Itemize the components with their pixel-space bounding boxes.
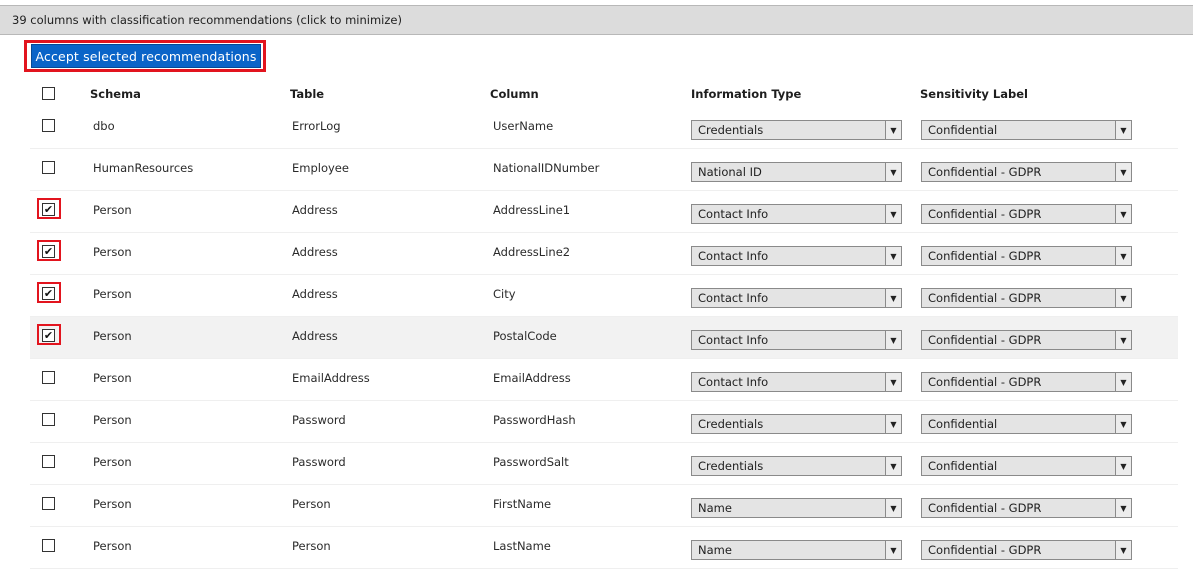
recommendations-summary-bar[interactable] xyxy=(0,5,1193,35)
cell-column: LastName xyxy=(493,539,551,553)
row-select-cell xyxy=(34,527,64,569)
table-row[interactable] xyxy=(30,401,1178,443)
sensitivity-label-dropdown[interactable] xyxy=(921,414,1132,434)
chevron-down-icon[interactable]: ▼ xyxy=(885,247,901,265)
select-all-checkbox[interactable] xyxy=(42,87,55,100)
information-type-dropdown[interactable] xyxy=(691,330,902,350)
information-type-dropdown[interactable] xyxy=(691,456,902,476)
chevron-down-icon[interactable]: ▼ xyxy=(1115,373,1131,391)
cell-table: EmailAddress xyxy=(292,371,370,385)
information-type-value: National ID xyxy=(698,165,762,179)
sensitivity-label-value: Confidential - GDPR xyxy=(928,207,1042,221)
chevron-down-icon[interactable]: ▼ xyxy=(885,373,901,391)
chevron-down-icon[interactable]: ▼ xyxy=(1115,457,1131,475)
row-select-cell xyxy=(34,359,64,401)
cell-schema: Person xyxy=(93,539,132,553)
sensitivity-label-dropdown[interactable] xyxy=(921,456,1132,476)
sensitivity-label-value: Confidential xyxy=(928,417,998,431)
cell-table: Address xyxy=(292,329,338,343)
chevron-down-icon[interactable]: ▼ xyxy=(885,289,901,307)
row-select-cell xyxy=(34,485,64,527)
information-type-dropdown[interactable] xyxy=(691,372,902,392)
cell-schema: Person xyxy=(93,497,132,511)
information-type-value: Name xyxy=(698,501,732,515)
table-row[interactable] xyxy=(30,443,1178,485)
information-type-dropdown[interactable] xyxy=(691,120,902,140)
header-table[interactable]: Table xyxy=(290,86,325,101)
cell-table: Password xyxy=(292,455,346,469)
row-select-checkbox[interactable] xyxy=(42,245,55,258)
row-select-checkbox[interactable] xyxy=(42,371,55,384)
check-icon: ✔ xyxy=(43,287,54,300)
cell-table: ErrorLog xyxy=(292,119,341,133)
information-type-dropdown[interactable] xyxy=(691,162,902,182)
cell-table: Employee xyxy=(292,161,349,175)
cell-column: FirstName xyxy=(493,497,552,511)
chevron-down-icon[interactable]: ▼ xyxy=(1115,289,1131,307)
table-row[interactable] xyxy=(30,107,1178,149)
information-type-dropdown[interactable] xyxy=(691,288,902,308)
recommendations-summary-text: 39 columns with classification recommendations (click to minimize) xyxy=(12,13,402,27)
check-icon: ✔ xyxy=(43,245,54,258)
table-row[interactable] xyxy=(30,317,1178,359)
chevron-down-icon[interactable]: ▼ xyxy=(885,121,901,139)
select-all-cell xyxy=(34,80,64,107)
grid-header-row xyxy=(30,80,1178,107)
information-type-dropdown[interactable] xyxy=(691,498,902,518)
cell-table: Password xyxy=(292,413,346,427)
table-row[interactable] xyxy=(30,233,1178,275)
information-type-value: Credentials xyxy=(698,459,764,473)
row-select-checkbox[interactable] xyxy=(42,413,55,426)
accept-selected-recommendations-button[interactable]: Accept selected recommendations xyxy=(31,44,261,68)
cell-schema: Person xyxy=(93,329,132,343)
information-type-dropdown[interactable] xyxy=(691,246,902,266)
header-information-type[interactable]: Information Type xyxy=(691,86,802,101)
sensitivity-label-value: Confidential xyxy=(928,459,998,473)
cell-schema: Person xyxy=(93,287,132,301)
cell-column: City xyxy=(493,287,516,301)
sensitivity-label-value: Confidential - GDPR xyxy=(928,333,1042,347)
cell-column: PasswordSalt xyxy=(493,455,569,469)
information-type-value: Contact Info xyxy=(698,333,769,347)
cell-table: Person xyxy=(292,497,331,511)
row-select-cell xyxy=(34,149,64,191)
row-select-cell xyxy=(34,107,64,149)
chevron-down-icon[interactable]: ▼ xyxy=(1115,121,1131,139)
chevron-down-icon[interactable]: ▼ xyxy=(1115,415,1131,433)
information-type-value: Credentials xyxy=(698,417,764,431)
chevron-down-icon[interactable]: ▼ xyxy=(885,499,901,517)
cell-column: PasswordHash xyxy=(493,413,576,427)
header-column[interactable]: Column xyxy=(490,86,539,101)
information-type-value: Contact Info xyxy=(698,249,769,263)
sensitivity-label-value: Confidential - GDPR xyxy=(928,501,1042,515)
row-select-checkbox[interactable] xyxy=(42,497,55,510)
chevron-down-icon[interactable]: ▼ xyxy=(885,457,901,475)
sensitivity-label-dropdown[interactable] xyxy=(921,540,1132,560)
cell-schema: Person xyxy=(93,203,132,217)
row-select-cell xyxy=(34,317,64,359)
header-schema[interactable]: Schema xyxy=(90,86,141,101)
chevron-down-icon[interactable]: ▼ xyxy=(885,415,901,433)
cell-column: AddressLine2 xyxy=(493,245,571,259)
information-type-value: Contact Info xyxy=(698,291,769,305)
recommendations-grid xyxy=(30,80,1178,569)
sensitivity-label-dropdown[interactable] xyxy=(921,372,1132,392)
cell-column: EmailAddress xyxy=(493,371,571,385)
information-type-value: Name xyxy=(698,543,732,557)
information-type-dropdown[interactable] xyxy=(691,540,902,560)
information-type-value: Credentials xyxy=(698,123,764,137)
chevron-down-icon[interactable]: ▼ xyxy=(1115,499,1131,517)
cell-table: Person xyxy=(292,539,331,553)
cell-table: Address xyxy=(292,287,338,301)
cell-schema: HumanResources xyxy=(93,161,194,175)
row-select-checkbox[interactable] xyxy=(42,329,55,342)
sensitivity-label-dropdown[interactable] xyxy=(921,246,1132,266)
check-icon: ✔ xyxy=(43,329,54,342)
header-sensitivity-label[interactable]: Sensitivity Label xyxy=(920,86,1028,101)
chevron-down-icon[interactable]: ▼ xyxy=(1115,541,1131,559)
sensitivity-label-value: Confidential - GDPR xyxy=(928,165,1042,179)
cell-schema: Person xyxy=(93,245,132,259)
sensitivity-label-dropdown[interactable] xyxy=(921,288,1132,308)
cell-column: NationalIDNumber xyxy=(493,161,600,175)
sensitivity-label-dropdown[interactable] xyxy=(921,162,1132,182)
cell-schema: Person xyxy=(93,371,132,385)
sensitivity-label-value: Confidential - GDPR xyxy=(928,543,1042,557)
chevron-down-icon[interactable]: ▼ xyxy=(885,205,901,223)
cell-column: AddressLine1 xyxy=(493,203,571,217)
information-type-value: Contact Info xyxy=(698,375,769,389)
table-row[interactable] xyxy=(30,149,1178,191)
row-select-checkbox[interactable] xyxy=(42,539,55,552)
cell-column: PostalCode xyxy=(493,329,557,343)
sensitivity-label-dropdown[interactable] xyxy=(921,120,1132,140)
table-row[interactable] xyxy=(30,359,1178,401)
chevron-down-icon[interactable]: ▼ xyxy=(885,331,901,349)
grid-body xyxy=(30,107,1178,569)
information-type-dropdown[interactable] xyxy=(691,204,902,224)
table-row[interactable] xyxy=(30,485,1178,527)
table-row[interactable] xyxy=(30,527,1178,569)
row-select-cell xyxy=(34,401,64,443)
table-row[interactable] xyxy=(30,191,1178,233)
sensitivity-label-value: Confidential - GDPR xyxy=(928,291,1042,305)
chevron-down-icon[interactable]: ▼ xyxy=(1115,163,1131,181)
cell-schema: dbo xyxy=(93,119,115,133)
sensitivity-label-value: Confidential - GDPR xyxy=(928,375,1042,389)
chevron-down-icon[interactable]: ▼ xyxy=(1115,331,1131,349)
cell-schema: Person xyxy=(93,455,132,469)
row-select-cell xyxy=(34,191,64,233)
cell-column: UserName xyxy=(493,119,554,133)
chevron-down-icon[interactable]: ▼ xyxy=(1115,205,1131,223)
sensitivity-label-value: Confidential - GDPR xyxy=(928,249,1042,263)
row-select-cell xyxy=(34,275,64,317)
sensitivity-label-dropdown[interactable] xyxy=(921,330,1132,350)
sensitivity-label-dropdown[interactable] xyxy=(921,204,1132,224)
information-type-value: Contact Info xyxy=(698,207,769,221)
information-type-dropdown[interactable] xyxy=(691,414,902,434)
row-select-cell xyxy=(34,233,64,275)
row-select-checkbox[interactable] xyxy=(42,161,55,174)
cell-schema: Person xyxy=(93,413,132,427)
row-select-checkbox[interactable] xyxy=(42,455,55,468)
check-icon: ✔ xyxy=(43,203,54,216)
sensitivity-label-value: Confidential xyxy=(928,123,998,137)
chevron-down-icon[interactable]: ▼ xyxy=(1115,247,1131,265)
row-select-checkbox[interactable] xyxy=(42,287,55,300)
cell-table: Address xyxy=(292,203,338,217)
cell-table: Address xyxy=(292,245,338,259)
sensitivity-label-dropdown[interactable] xyxy=(921,498,1132,518)
row-select-checkbox[interactable] xyxy=(42,119,55,132)
chevron-down-icon[interactable]: ▼ xyxy=(885,163,901,181)
row-select-checkbox[interactable] xyxy=(42,203,55,216)
row-select-cell xyxy=(34,443,64,485)
table-row[interactable] xyxy=(30,275,1178,317)
chevron-down-icon[interactable]: ▼ xyxy=(885,541,901,559)
